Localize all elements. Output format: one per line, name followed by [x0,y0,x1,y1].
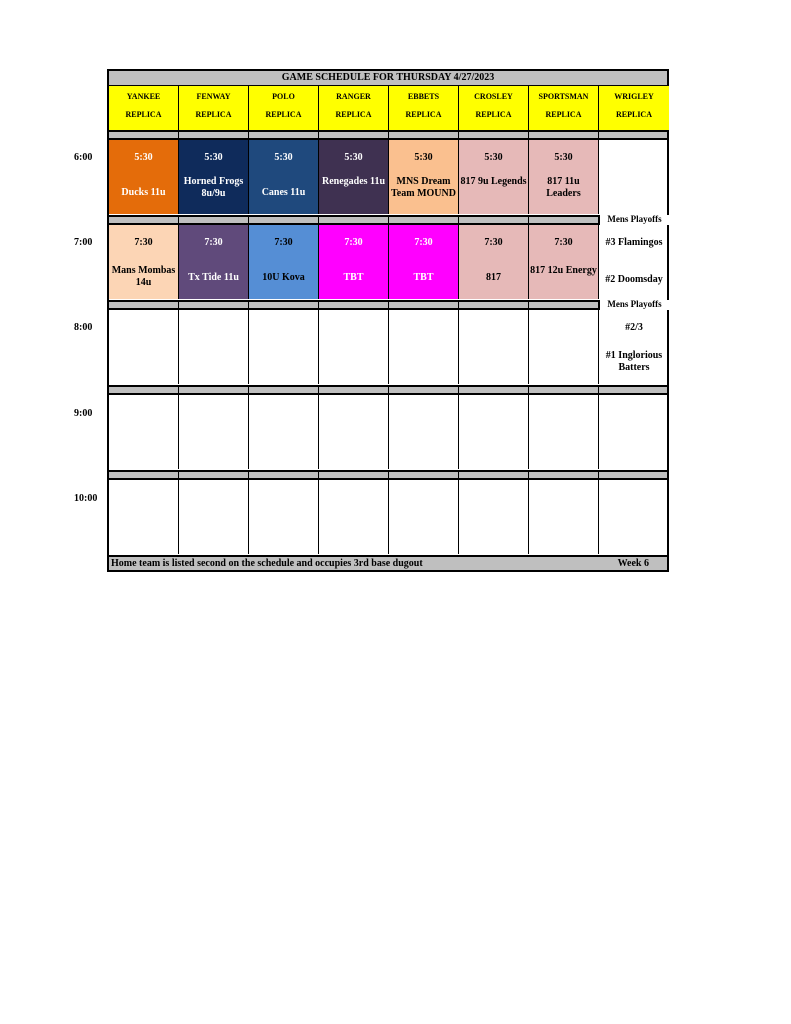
field-sub: REPLICA [405,110,442,119]
game-time: 7:30 [204,237,223,248]
empty-slot [319,310,389,384]
separator-cell [249,472,319,478]
wrigley-800-top: #2/3 [625,322,643,333]
game-cell [529,225,599,299]
separator-cell [389,472,459,478]
empty-slot [459,310,529,384]
row-separator [109,300,667,310]
separator-cell [179,472,249,478]
game-cell [459,225,529,299]
separator-cell [459,472,529,478]
team-name: Renegades 11u [321,176,386,187]
separator-cell [599,387,669,393]
wrigley-800-game [599,310,669,384]
empty-slot [389,480,459,554]
empty-slot [179,480,249,554]
game-time: 5:30 [344,152,363,163]
field-header-polo [249,86,319,130]
game-time: 5:30 [414,152,433,163]
separator-cell [109,387,179,393]
field-header-fenway [179,86,249,130]
game-time: 7:30 [554,237,573,248]
game-cell [249,225,319,299]
separator-cell [249,132,319,138]
separator-cell [459,302,529,308]
field-header-yankee [109,86,179,130]
field-name: CROSLEY [474,92,513,101]
separator-cell [529,302,599,308]
team-name: Horned Frogs 8u/9u [183,176,244,199]
separator-cell [319,217,389,223]
separator-cell [109,302,179,308]
field-header-ebbets [389,86,459,130]
separator-cell [459,132,529,138]
separator-cell [249,217,319,223]
game-cell [179,225,249,299]
game-cell [109,140,179,214]
team-name: Tx Tide 11u [188,272,239,283]
team-name: 817 12u Energy [530,265,597,276]
field-name: YANKEE [126,92,161,101]
game-cell [459,140,529,214]
field-header-wrigley [599,86,669,130]
field-sub: REPLICA [545,110,582,119]
team-name: Canes 11u [261,187,306,198]
field-header-sportsman [529,86,599,130]
game-time: 7:30 [134,237,153,248]
empty-slot [319,480,389,554]
wrigley-700-bottom: #2 Doomsday [605,274,663,285]
empty-slot [319,395,389,469]
empty-slot [109,310,179,384]
separator-cell [179,132,249,138]
team-name: Ducks 11u [121,187,166,198]
field-sub: REPLICA [125,110,162,119]
footer-note: Home team is listed second on the schedule and occupies 3rd base dugout [111,558,423,569]
separator-cell [319,132,389,138]
field-sub: REPLICA [335,110,372,119]
team-name: TBT [343,272,364,283]
schedule-title: GAME SCHEDULE FOR THURSDAY 4/27/2023 [109,71,667,86]
empty-slot [529,395,599,469]
schedule-table [107,69,669,572]
field-header-ranger [319,86,389,130]
game-cell [179,140,249,214]
field-name: POLO [272,92,295,101]
empty-slot [109,395,179,469]
game-time: 5:30 [204,152,223,163]
separator-cell [319,472,389,478]
empty-slot [599,480,669,554]
time-label-10: 10:00 [74,493,98,504]
empty-slot [179,310,249,384]
time-label-8: 8:00 [74,322,93,333]
empty-slot [249,310,319,384]
game-time: 7:30 [274,237,293,248]
separator-cell [179,217,249,223]
separator-cell [529,217,599,223]
team-name: 817 11u Leaders [546,176,581,199]
empty-slot [249,480,319,554]
game-cell [529,140,599,214]
game-time: 5:30 [484,152,503,163]
row-separator [109,130,667,140]
separator-cell [249,387,319,393]
separator-cell [459,217,529,223]
team-name: 10U Kova [262,272,305,283]
separator-cell [599,132,669,138]
team-name: MNS Dream Team MOUND [391,176,456,199]
game-cell [249,140,319,214]
game-time: 7:30 [344,237,363,248]
separator-cell [389,302,459,308]
empty-slot [529,480,599,554]
field-sub: REPLICA [615,110,652,119]
game-time: 5:30 [274,152,293,163]
separator-cell [109,472,179,478]
game-time: 5:30 [554,152,573,163]
separator-cell [319,302,389,308]
game-time: 5:30 [134,152,153,163]
separator-cell [179,302,249,308]
separator-cell [109,217,179,223]
wrigley-700-top: #3 Flamingos [605,237,663,248]
mens-playoffs-label: Mens Playoffs [599,215,669,225]
time-label-6: 6:00 [74,152,93,163]
schedule-footer [109,555,667,570]
field-name: WRIGLEY [614,92,654,101]
field-name: RANGER [336,92,371,101]
separator-cell [389,387,459,393]
row-separator [109,470,667,480]
team-name: 817 [486,272,501,283]
field-name: SPORTSMAN [538,92,589,101]
mens-playoffs-label: Mens Playoffs [599,300,669,310]
separator-cell [599,472,669,478]
row-separator [109,215,667,225]
field-sub: REPLICA [475,110,512,119]
team-name: TBT [413,272,434,283]
separator-cell [109,132,179,138]
game-cell [389,140,459,214]
separator-cell [389,132,459,138]
wrigley-800-bottom: #1 Inglorious Batters [605,350,663,373]
empty-slot [249,395,319,469]
row-separator [109,385,667,395]
empty-slot [529,310,599,384]
time-label-9: 9:00 [74,408,93,419]
empty-slot [179,395,249,469]
game-time: 7:30 [484,237,503,248]
empty-slot [389,395,459,469]
game-cell [319,140,389,214]
separator-cell [459,387,529,393]
empty-slot [599,395,669,469]
separator-cell [529,472,599,478]
separator-cell [529,387,599,393]
empty-slot [459,480,529,554]
game-cell [319,225,389,299]
time-label-7: 7:00 [74,237,93,248]
empty-slot [109,480,179,554]
game-cell [109,225,179,299]
empty-slot [599,140,669,214]
separator-cell [249,302,319,308]
separator-cell [319,387,389,393]
field-sub: REPLICA [265,110,302,119]
team-name: Mans Mombas 14u [111,265,176,288]
separator-cell [389,217,459,223]
game-time: 7:30 [414,237,433,248]
team-name: 817 9u Legends [460,176,527,187]
field-name: FENWAY [196,92,231,101]
week-label: Week 6 [617,558,649,569]
field-name: EBBETS [407,92,440,101]
separator-cell [179,387,249,393]
field-header-crosley [459,86,529,130]
empty-slot [389,310,459,384]
empty-slot [459,395,529,469]
separator-cell [529,132,599,138]
field-sub: REPLICA [195,110,232,119]
wrigley-700-game [599,225,669,299]
game-cell [389,225,459,299]
